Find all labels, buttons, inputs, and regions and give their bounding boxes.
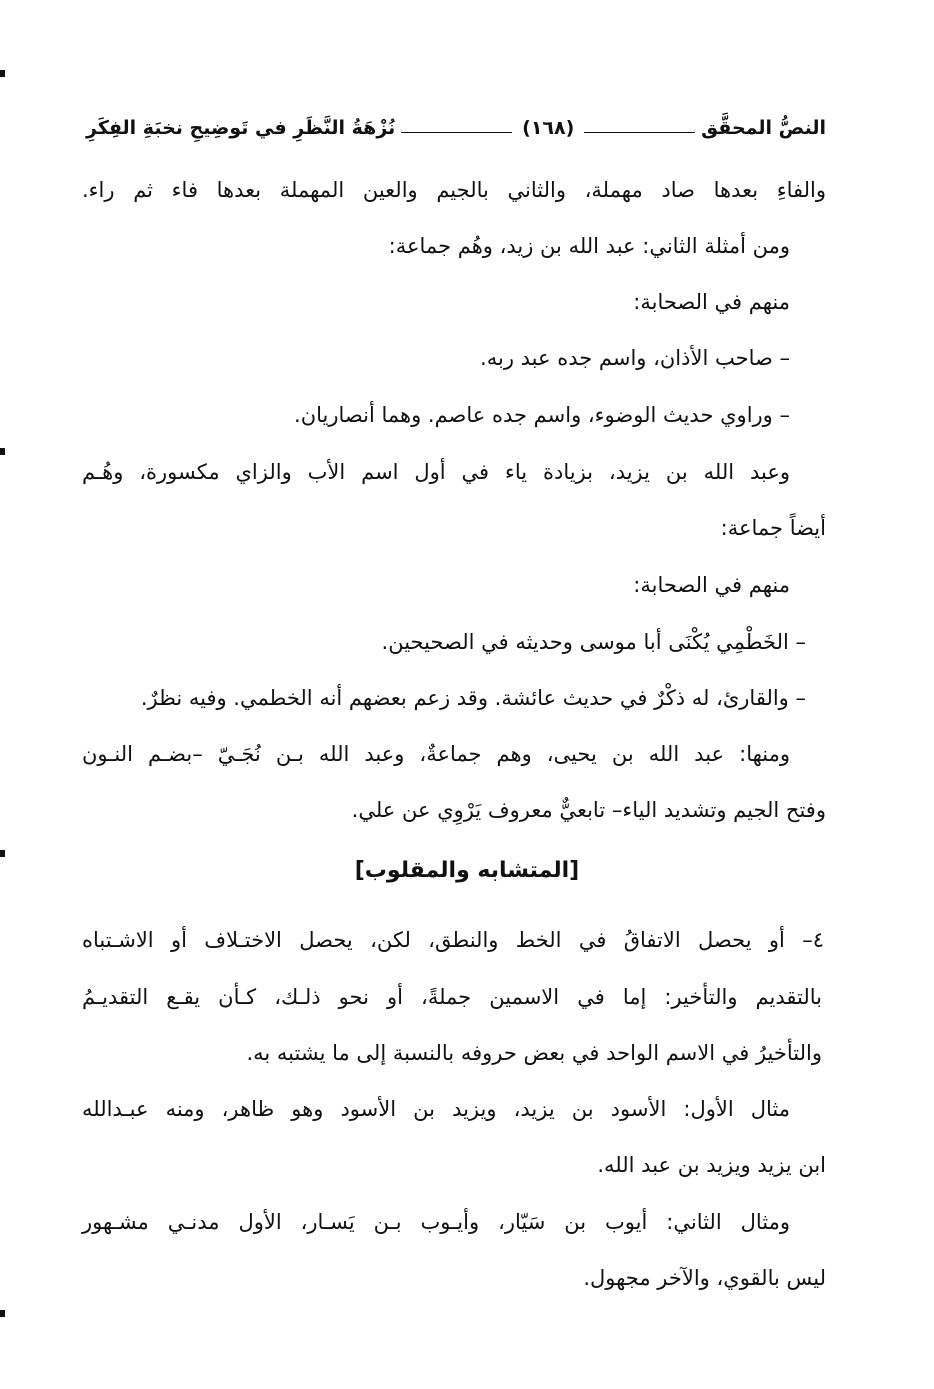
text-line: مثال الأول: الأسود بن يزيد، ويزيد بن الأسود وهو ظاهر، ومنه عبـدالله — [82, 1097, 790, 1121]
text-line: ٤– أو يحصل الاتفاقُ في الخط والنطق، لكن، يحصل الاختـلاف أو الاشـتباه — [82, 928, 824, 952]
text-line: والفاءِ بعدها صاد مهملة، والثاني بالجيم والعين المهملة بعدها فاء ثم راء. — [82, 178, 826, 202]
text-line: منهم في الصحابة: — [633, 573, 790, 597]
scan-mark — [0, 850, 5, 857]
text-line: منهم في الصحابة: — [633, 290, 790, 314]
text-line: وفتح الجيم وتشديد الياء– تابعيٌّ معروف يَرْوِي عن علي. — [351, 798, 826, 822]
text-line: ليس بالقوي، والآخر مجهول. — [583, 1266, 826, 1290]
text-line: ومثال الثاني: أيوب بن سَيّار، وأيـوب بـن يَسـار، الأول مدنـي مشـهور — [82, 1210, 790, 1234]
text-line: وعبد الله بن يزيد، بزيادة ياء في أول اسم الأب والزاي مكسورة، وهُـم — [82, 460, 790, 484]
text-line: ابن يزيد ويزيد بن عبد الله. — [597, 1153, 826, 1177]
list-item: – والقارئ، له ذكْرٌ في حديث عائشة. وقد زعم بعضهم أنه الخطمي. وفيه نظرٌ. — [140, 686, 806, 710]
section-title: [المتشابه والمقلوب] — [354, 858, 580, 883]
scan-mark — [0, 448, 5, 455]
header-rule — [401, 132, 512, 133]
header-left-label: نُزْهَةُ النَّظَرِ في تَوضِيحِ نخبَةِ الفِكَرِ — [86, 117, 396, 139]
running-header — [86, 108, 826, 148]
list-item: – وراوي حديث الوضوء، واسم جده عاصم. وهما أنصاريان. — [294, 403, 790, 427]
scan-mark — [0, 70, 5, 77]
page-number: (١٦٨) — [522, 117, 575, 139]
text-line: بالتقديم والتأخير: إما في الاسمين جملةً، أو نحو ذلـك، كـأن يقـع التقديـمُ — [82, 985, 822, 1009]
header-rule — [584, 132, 695, 133]
scan-mark — [0, 1310, 5, 1317]
text-line: ومن أمثلة الثاني: عبد الله بن زيد، وهُم جماعة: — [388, 234, 790, 258]
list-item: – صاحب الأذان، واسم جده عبد ربه. — [480, 346, 790, 370]
text-line: أيضاً جماعة: — [720, 516, 826, 540]
text-line: ومنها: عبد الله بن يحيى، وهم جماعةٌ، وعبد الله بـن نُجَـيّ –بضـم النـون — [82, 742, 790, 766]
header-right-label: النصُّ المحقَّق — [701, 117, 826, 139]
list-item: – الخَطْمِي يُكْنَى أبا موسى وحديثه في الصحيحين. — [381, 630, 806, 654]
text-line: والتأخيرُ في الاسم الواحد في بعض حروفه بالنسبة إلى ما يشتبه به. — [246, 1041, 822, 1065]
